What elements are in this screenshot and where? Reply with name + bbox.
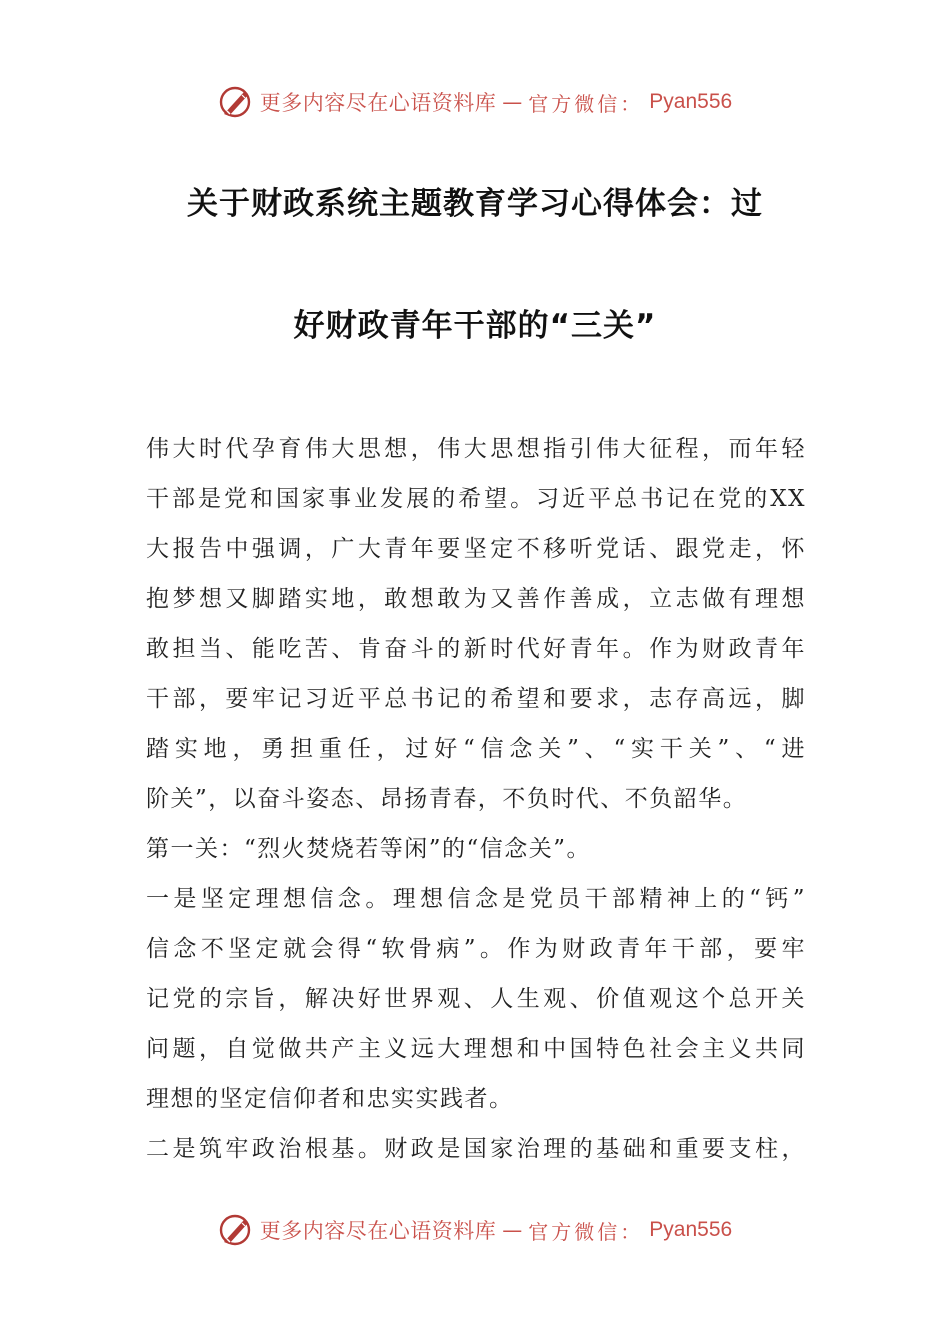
banner-text: 更多内容尽在心语资料库	[259, 1219, 497, 1243]
body-line: 二是筑牢政治根基。财政是国家治理的基础和重要支柱，	[146, 1136, 806, 1162]
banner-wechat-id: Pyan556	[649, 1218, 733, 1241]
pen-logo-icon	[218, 84, 254, 120]
document-title-line-2: 好财政青年干部的“三关”	[293, 308, 657, 344]
body-line: 大报告中强调，广大青年要坚定不移听党话、跟党走，怀	[146, 536, 806, 562]
banner-wechat-id: Pyan556	[649, 90, 733, 113]
footer-watermark-banner	[0, 1208, 950, 1252]
body-line: 理想的坚定信仰者和忠实实践者。	[146, 1086, 514, 1112]
body-line: 干部，要牢记习近平总书记的希望和要求，志存高远，脚	[146, 686, 806, 712]
banner-wechat-label: 官方微信：	[528, 91, 644, 116]
body-line: 抱梦想又脚踏实地，敢想敢为又善作善成，立志做有理想	[146, 586, 806, 612]
body-line: 信念不坚定就会得“软骨病”。作为财政青年干部，要牢	[146, 936, 806, 962]
header-watermark-banner	[0, 80, 950, 124]
section-heading: 第一关：“烈火焚烧若等闲”的“信念关”。	[146, 836, 592, 862]
body-line: 踏实地，勇担重任，过好“信念关”、“实干关”、“进	[146, 736, 806, 762]
banner-dash: —	[502, 1218, 523, 1242]
banner-dash: —	[502, 90, 523, 114]
banner-wechat-label: 官方微信：	[528, 1219, 644, 1244]
banner-text: 更多内容尽在心语资料库	[259, 91, 497, 115]
body-line: 一是坚定理想信念。理想信念是党员干部精神上的“钙”	[146, 886, 806, 912]
pen-logo-icon	[218, 1212, 254, 1248]
body-line: 干部是党和国家事业发展的希望。习近平总书记在党的XX	[146, 486, 806, 512]
document-title-line-1: 关于财政系统主题教育学习心得体会：过	[187, 186, 763, 222]
document-body	[146, 424, 806, 1174]
body-line: 伟大时代孕育伟大思想，伟大思想指引伟大征程，而年轻	[146, 436, 806, 462]
body-line: 记党的宗旨，解决好世界观、人生观、价值观这个总开关	[146, 986, 806, 1012]
body-line: 敢担当、能吃苦、肯奋斗的新时代好青年。作为财政青年	[146, 636, 806, 662]
body-line: 问题，自觉做共产主义远大理想和中国特色社会主义共同	[146, 1036, 806, 1062]
body-line: 阶关”，以奋斗姿态、昂扬青春，不负时代、不负韶华。	[146, 786, 748, 812]
